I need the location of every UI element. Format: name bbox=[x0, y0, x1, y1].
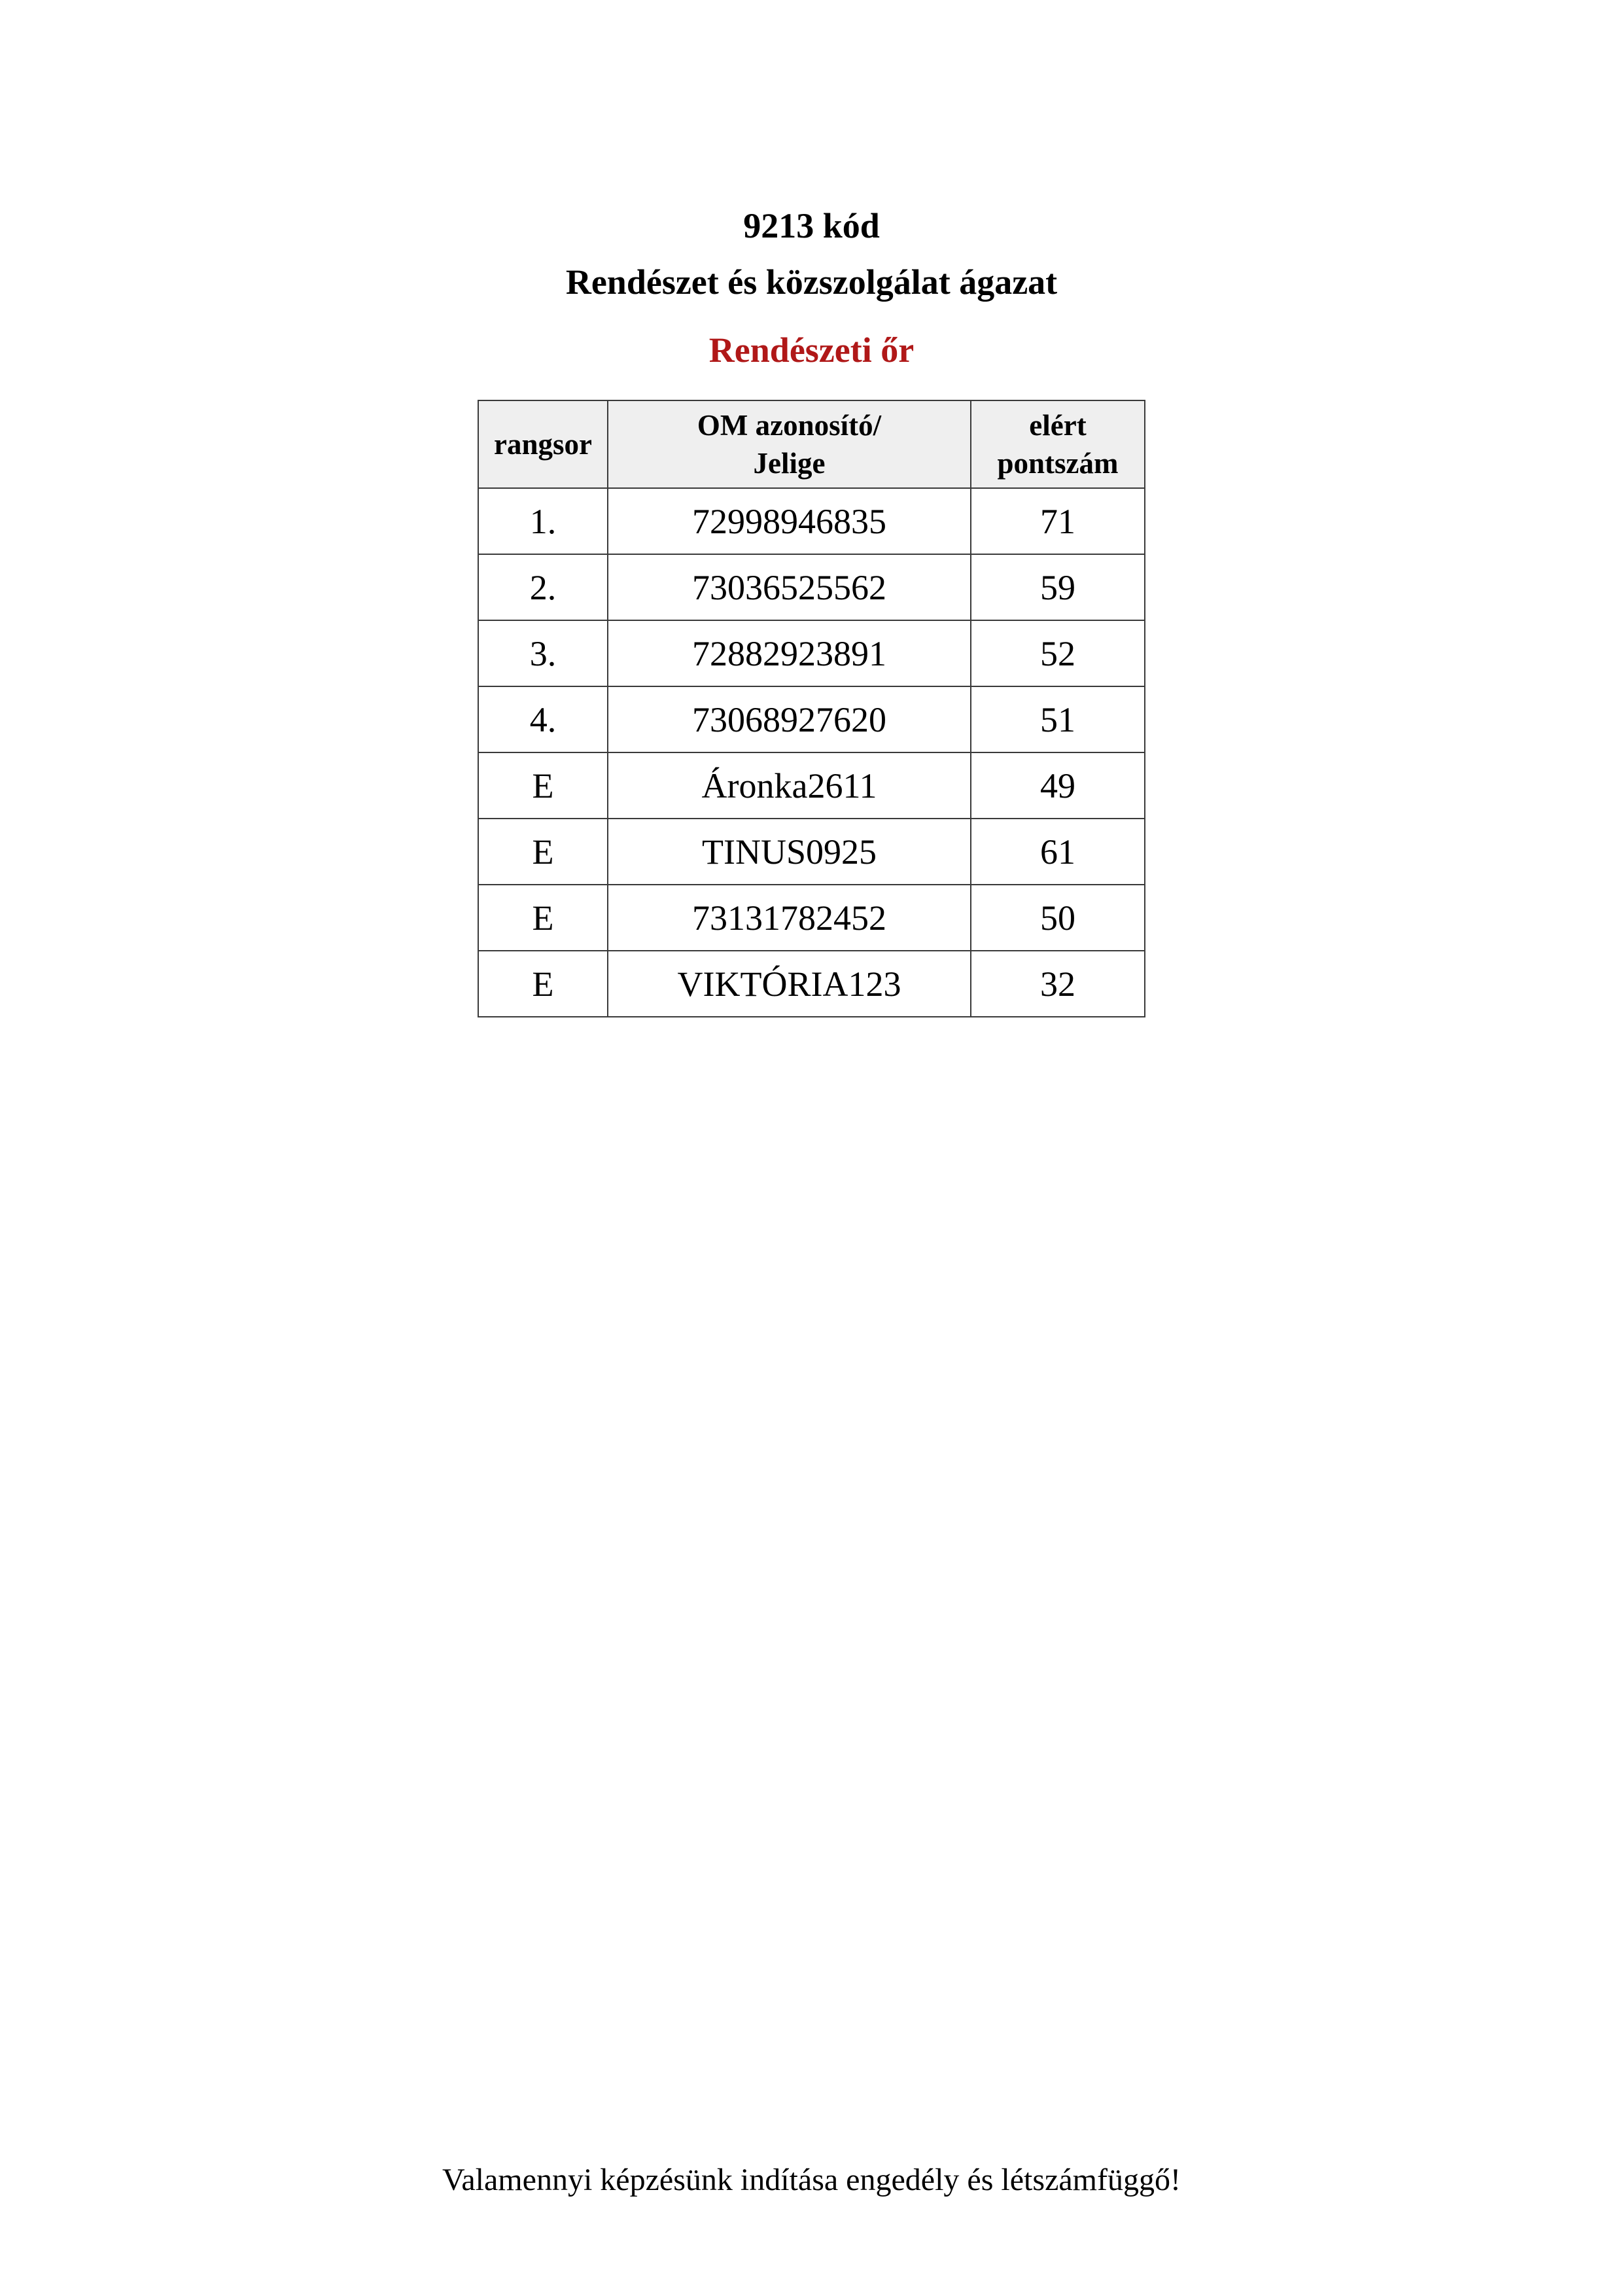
rank-cell: 2. bbox=[478, 554, 608, 620]
column-header-rank bbox=[478, 400, 608, 488]
score-cell: 61 bbox=[971, 819, 1145, 885]
rank-cell: E bbox=[478, 885, 608, 951]
score-cell: 59 bbox=[971, 554, 1145, 620]
table-header-row bbox=[478, 400, 1145, 488]
score-cell: 51 bbox=[971, 686, 1145, 752]
id-cell: 72882923891 bbox=[608, 620, 971, 686]
sector-title: Rendészet és közszolgálat ágazat bbox=[565, 262, 1058, 302]
rank-cell: 1. bbox=[478, 488, 608, 554]
rank-cell: 4. bbox=[478, 686, 608, 752]
table-row bbox=[478, 951, 1145, 1017]
column-header-score-line1: elért bbox=[1029, 409, 1087, 442]
footer-note: Valamennyi képzésünk indítása engedély és létszámfüggő! bbox=[442, 2163, 1181, 2197]
column-header-id-line1: OM azonosító/ bbox=[697, 409, 882, 442]
column-header-id bbox=[608, 400, 971, 488]
rank-cell: E bbox=[478, 752, 608, 819]
profession-title: Rendészeti őr bbox=[708, 330, 915, 370]
score-cell: 49 bbox=[971, 752, 1145, 819]
id-cell: TINUS0925 bbox=[608, 819, 971, 885]
column-header-rank-label: rangsor bbox=[494, 428, 592, 461]
table-row bbox=[478, 488, 1145, 554]
score-cell: 50 bbox=[971, 885, 1145, 951]
id-cell: 72998946835 bbox=[608, 488, 971, 554]
column-header-id-line2: Jelige bbox=[753, 447, 826, 480]
rank-cell: 3. bbox=[478, 620, 608, 686]
table-row bbox=[478, 686, 1145, 752]
column-header-score-line2: pontszám bbox=[997, 447, 1119, 480]
rank-cell: E bbox=[478, 819, 608, 885]
score-cell: 32 bbox=[971, 951, 1145, 1017]
ranking-table bbox=[478, 400, 1145, 1017]
id-cell: Áronka2611 bbox=[608, 752, 971, 819]
program-code-title: 9213 kód bbox=[743, 206, 880, 245]
table-row bbox=[478, 752, 1145, 819]
rank-cell: E bbox=[478, 951, 608, 1017]
table-row bbox=[478, 819, 1145, 885]
table-row bbox=[478, 620, 1145, 686]
id-cell: 73131782452 bbox=[608, 885, 971, 951]
id-cell: 73036525562 bbox=[608, 554, 971, 620]
score-cell: 52 bbox=[971, 620, 1145, 686]
id-cell: VIKTÓRIA123 bbox=[608, 951, 971, 1017]
table-row bbox=[478, 554, 1145, 620]
column-header-score bbox=[971, 400, 1145, 488]
score-cell: 71 bbox=[971, 488, 1145, 554]
table-row bbox=[478, 885, 1145, 951]
id-cell: 73068927620 bbox=[608, 686, 971, 752]
